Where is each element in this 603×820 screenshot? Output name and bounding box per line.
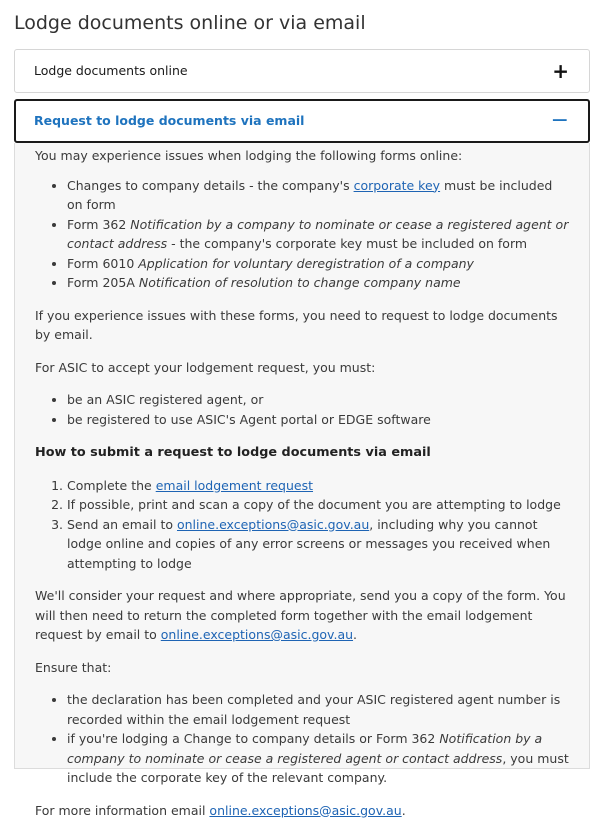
- more-info-text: [35, 801, 569, 820]
- steps-list: [35, 476, 569, 574]
- text: Form 6010: [67, 256, 138, 271]
- list-item: • the declaration has been completed and your ASIC registered agent number is recorded within the email lodgement request: [67, 690, 569, 729]
- accept-text: For ASIC to accept your lodgement request, you must:: [35, 358, 569, 378]
- form-title: Notification by a company to nominate or cease a registered agent or contact address: [67, 731, 542, 766]
- accordion-title: Request to lodge documents via email: [34, 111, 304, 131]
- text: For more information email: [35, 803, 209, 818]
- text: We'll consider your request and where appropriate, send you a copy of the form. You will then need to return the completed form together with the email lodgement request by email to: [35, 588, 566, 642]
- list-item: • be an ASIC registered agent, or: [67, 390, 569, 410]
- list-item: [67, 215, 569, 254]
- email-link[interactable]: online.exceptions@asic.gov.au: [209, 803, 401, 818]
- text: must be included on form: [67, 178, 552, 213]
- list-item: 2. If possible, print and scan a copy of the document you are attempting to lodge: [67, 495, 569, 515]
- accordion-item-lodge-online: [14, 49, 590, 93]
- corporate-key-link[interactable]: corporate key: [354, 178, 441, 193]
- list-item: [67, 273, 569, 293]
- accordion-header-lodge-online[interactable]: [15, 50, 589, 92]
- email-lodgement-request-link[interactable]: email lodgement request: [156, 478, 313, 493]
- form-title: Application for voluntary deregistration of a company: [138, 256, 474, 271]
- list-item: • be registered to use ASIC's Agent portal or EDGE software: [67, 410, 569, 430]
- text: .: [402, 803, 406, 818]
- text: Changes to company details - the company's: [67, 178, 354, 193]
- ensure-text: Ensure that:: [35, 658, 569, 678]
- page-title: Lodge documents online or via email: [14, 0, 590, 45]
- list-item: [67, 476, 569, 496]
- form-title: Notification by a company to nominate or cease a registered agent or contact address: [67, 217, 568, 252]
- list-item: [67, 254, 569, 274]
- text: Send an email to: [67, 517, 177, 532]
- list-item: [67, 515, 569, 574]
- form-title: Notification of resolution to change company name: [139, 275, 461, 290]
- accordion-item-email-request: [14, 99, 590, 769]
- accordion-header-email-request[interactable]: [14, 99, 590, 143]
- accordion-panel: [14, 143, 590, 769]
- accordion-title: Lodge documents online: [34, 61, 188, 81]
- text: .: [353, 627, 357, 642]
- consider-text: [35, 586, 569, 645]
- email-link[interactable]: online.exceptions@asic.gov.au: [161, 627, 353, 642]
- text: , including why you cannot lodge online and copies of any error screens or messages you received when attempting to lodge: [67, 517, 550, 571]
- minus-icon[interactable]: −: [551, 111, 569, 131]
- list-item: [67, 729, 569, 788]
- text: if you're lodging a Change to company details or Form 362: [67, 731, 439, 746]
- intro-text: You may experience issues when lodging the following forms online:: [35, 146, 569, 166]
- text: Form 205A: [67, 275, 139, 290]
- email-link[interactable]: online.exceptions@asic.gov.au: [177, 517, 369, 532]
- ensure-list: [35, 690, 569, 788]
- list-item: [67, 176, 569, 215]
- issues-text: If you experience issues with these forms, you need to request to lodge documents by email.: [35, 306, 569, 345]
- section-heading: How to submit a request to lodge documents via email: [35, 443, 569, 463]
- requirements-list: [35, 390, 569, 429]
- forms-list: [35, 176, 569, 293]
- text: , you must include the corporate key of the relevant company.: [67, 751, 569, 786]
- plus-icon[interactable]: +: [552, 61, 569, 81]
- text: Form 362: [67, 217, 130, 232]
- text: - the company's corporate key must be included on form: [167, 236, 527, 251]
- text: Complete the: [67, 478, 156, 493]
